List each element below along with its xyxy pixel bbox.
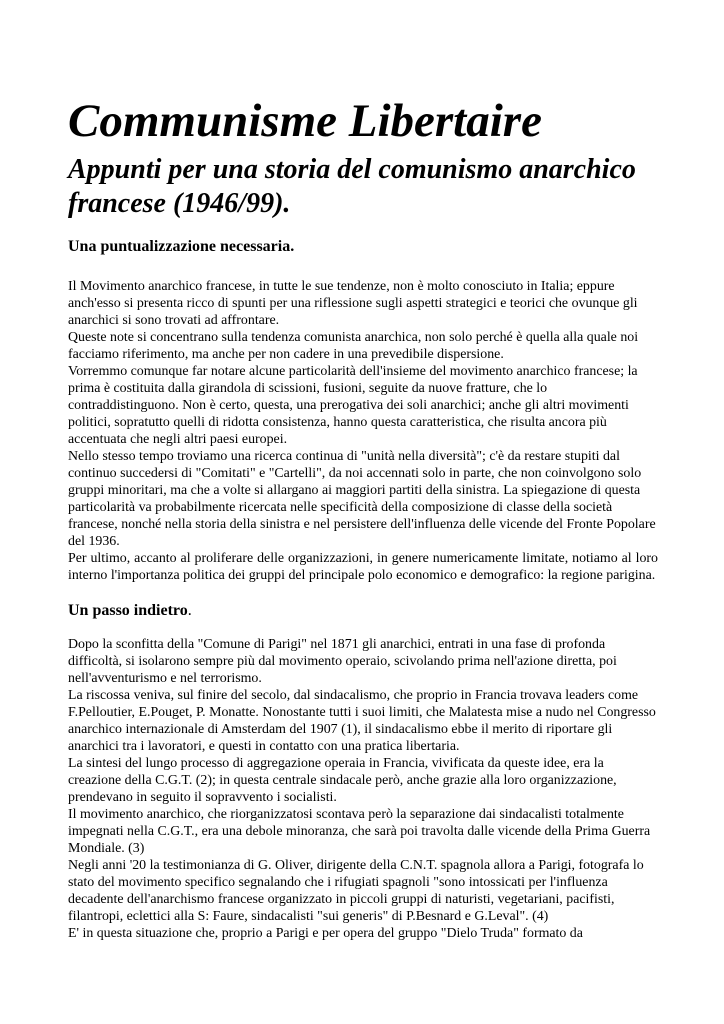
paragraph: La sintesi del lungo processo di aggregazione operaia in Francia, vivificata da queste idee, era la creazione della C.G.T. (2); in questa centrale sindacale però, anche grazie alla loro organizzazione, prendevano in seguito il sopravvento i socialisti. [68,756,617,805]
paragraph: Vorremmo comunque far notare alcune particolarità dell'insieme del movimento anarchico francese; la prima è costituita dalla girandola di scissioni, fusioni, seguite da nuove fratture, che lo contraddistinguono. Non è certo, questa, una prerogativa dei soli anarchici; anche gli altri movimenti politici, sopratutto quelli di ridotta consistenza, hanno questa caratteristica, che risulta ancora più accentuata che negli altri paesi europei. [68,364,638,447]
section-heading-passo-indietro [68,601,658,621]
paragraph: Nello stesso tempo troviamo una ricerca continua di "unità nella diversità"; c'è da restare stupiti dal continuo succedersi di "Comitati" e "Cartelli", da noi accennati solo in parte, che non coinvolgono solo gruppi minoritari, ma che a volte si allargano ai maggiori partiti della sinistra. La spiegazione di questa particolarità va probabilmente ricercata nelle specificità della composizione di classe della società francese, nonché nella storia della sinistra e nel persistere dell'influenza delle vicende del Fronte Popolare del 1936. [68,449,656,549]
paragraph: Il Movimento anarchico francese, in tutte le sue tendenze, non è molto conosciuto in Italia; eppure anch'esso si presenta ricco di spunti per una riflessione sugli aspetti strategici e teorici che ovunque gli anarchici si sono trovati ad affrontare. [68,279,638,328]
section-heading-puntualizzazione: Una puntualizzazione necessaria. [68,238,295,255]
section-body-puntualizzazione [68,278,658,584]
paragraph: Il movimento anarchico, che riorganizzatosi scontava però la separazione dai sindacalisti totalmente impegnati nella C.G.T., era una debole minoranza, che sarà poi travolta dalle vicende della Prima Guerra Mondiale. (3) [68,807,651,856]
section-heading-period: . [187,602,192,619]
document-title: Communisme Libertaire [68,95,542,147]
section-body-passo-indietro [68,636,658,942]
document-page [68,92,658,942]
paragraph: Negli anni '20 la testimonianza di G. Oliver, dirigente della C.N.T. spagnola allora a Parigi, fotografa lo stato del movimento specifico segnalando che i rifugiati spagnoli "sono intossicati per l'influenza decadente dell'anarchismo francese organizzato in piccoli gruppi di naturisti, vegetariani, pacifisti, filantropi, eclettici alla S: Faure, sindacalisti "sui generis" di P.Besnard e G.Leval". (4) [68,858,644,924]
paragraph: E' in questa situazione che, proprio a Parigi e per opera del gruppo "Dielo Truda" formato da [68,926,583,941]
section-heading-text: Un passo indietro [68,602,188,619]
paragraph: Dopo la sconfitta della "Comune di Parigi" nel 1871 gli anarchici, entrati in una fase di profonda difficoltà, si isolarono sempre più dal movimento operaio, scivolando prima nell'azione diretta, poi nell'avventurismo e nel terrorismo. [68,637,617,686]
paragraph: Queste note si concentrano sulla tendenza comunista anarchica, non solo perché è quella alla quale noi facciamo riferimento, ma anche per non cadere in una prevedibile dispersione. [68,330,639,362]
document-subtitle: Appunti per una storia del comunismo anarchico francese (1946/99). [68,154,636,219]
paragraph: Per ultimo, accanto al proliferare delle organizzazioni, in genere numericamente limitate, notiamo al loro interno l'importanza politica dei gruppi del principale polo economico e demografico: la regione parigina. [68,551,658,583]
paragraph: La riscossa veniva, sul finire del secolo, dal sindacalismo, che proprio in Francia trovava leaders come F.Pelloutier, E.Pouget, P. Monatte. Nonostante tutti i suoi limiti, che Malatesta mise a nudo nel Congresso anarchico internazionale di Amsterdam del 1907 (1), il sindacalismo ebbe il merito di riportare gli anarchici tra i lavoratori, e questi in contatto con una pratica libertaria. [68,688,656,754]
